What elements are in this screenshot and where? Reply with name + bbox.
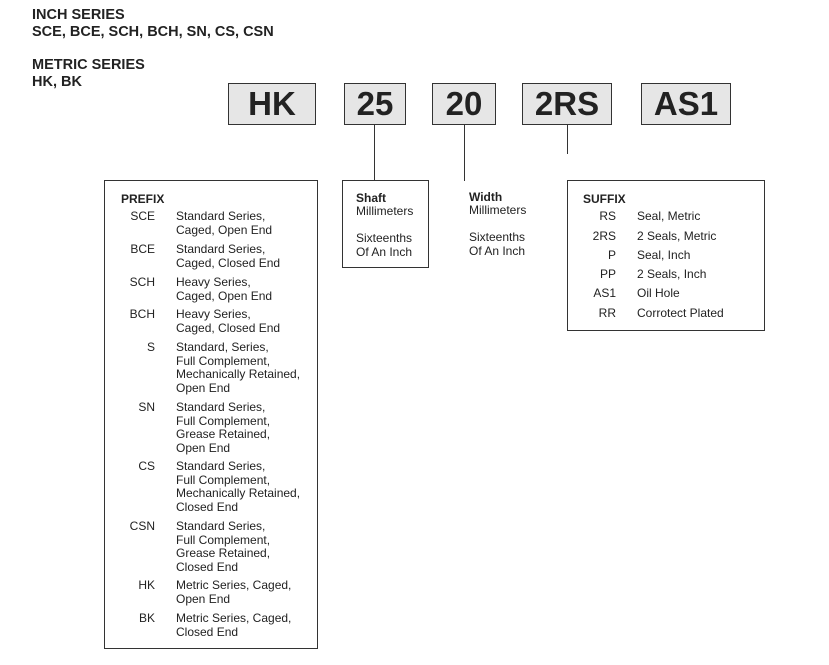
suffix-code: 2RS [592, 229, 616, 243]
shaft-unit-inch: Sixteenths Of An Inch [356, 231, 413, 259]
prefix-code: BK [138, 611, 155, 625]
prefix-code: S [146, 340, 155, 354]
prefix-desc: Standard, Series, Full Complement, Mechanically Retained, Open End [176, 340, 301, 395]
shaft-title: Shaft [356, 191, 386, 205]
suffix-desc: Corrotect Plated [637, 306, 724, 320]
inch-series-title: INCH SERIES [32, 7, 125, 23]
suffix-code: AS1 [593, 286, 616, 300]
prefix-desc: Standard Series, Caged, Open End [176, 209, 273, 237]
connector-suffix [567, 125, 568, 154]
width-unit-inch: Sixteenths Of An Inch [469, 230, 526, 258]
suffix-code: P [607, 248, 616, 262]
suffix-desc: Oil Hole [637, 286, 680, 300]
suffix-code: RR [598, 306, 616, 320]
prefix-desc: Standard Series, Full Complement, Grease Retained, Closed End [176, 519, 271, 574]
suffix-desc: Seal, Inch [637, 248, 691, 262]
prefix-code: SCH [129, 275, 155, 289]
prefix-code: CS [138, 459, 155, 473]
suffix-title: SUFFIX [583, 192, 626, 206]
connector-width [464, 125, 465, 181]
prefix-desc: Heavy Series, Caged, Closed End [176, 307, 281, 335]
prefix-code: CSN [129, 519, 155, 533]
prefix-desc: Metric Series, Caged, Closed End [176, 611, 292, 639]
width-title: Width [469, 190, 503, 204]
inch-series-codes: SCE, BCE, SCH, BCH, SN, CS, CSN [32, 24, 274, 40]
prefix-desc: Heavy Series, Caged, Open End [176, 275, 273, 303]
code-box-suffix-2: AS1 [641, 83, 731, 125]
code-box-width: 20 [432, 83, 496, 125]
prefix-code: BCH [129, 307, 155, 321]
suffix-code: RS [599, 209, 616, 223]
prefix-desc: Standard Series, Full Complement, Mechanically Retained, Closed End [176, 459, 301, 514]
suffix-panel [567, 180, 765, 331]
prefix-desc: Standard Series, Caged, Closed End [176, 242, 281, 270]
prefix-code: SN [138, 400, 155, 414]
code-box-prefix: HK [228, 83, 316, 125]
code-box-shaft: 25 [344, 83, 406, 125]
shaft-unit-metric: Millimeters [356, 204, 414, 218]
suffix-code: PP [599, 267, 616, 281]
suffix-desc: 2 Seals, Metric [637, 229, 717, 243]
metric-series-codes: HK, BK [32, 74, 82, 90]
prefix-code: HK [138, 578, 155, 592]
prefix-panel [104, 180, 318, 649]
prefix-code: BCE [130, 242, 155, 256]
suffix-desc: 2 Seals, Inch [637, 267, 707, 281]
metric-series-title: METRIC SERIES [32, 57, 145, 73]
prefix-title: PREFIX [121, 192, 165, 206]
prefix-desc: Metric Series, Caged, Open End [176, 578, 292, 606]
suffix-desc: Seal, Metric [637, 209, 701, 223]
width-unit-metric: Millimeters [469, 203, 527, 217]
prefix-code: SCE [130, 209, 155, 223]
code-box-suffix-1: 2RS [522, 83, 612, 125]
shaft-panel [342, 180, 429, 268]
prefix-desc: Standard Series, Full Complement, Grease Retained, Open End [176, 400, 271, 455]
connector-shaft [374, 125, 375, 181]
